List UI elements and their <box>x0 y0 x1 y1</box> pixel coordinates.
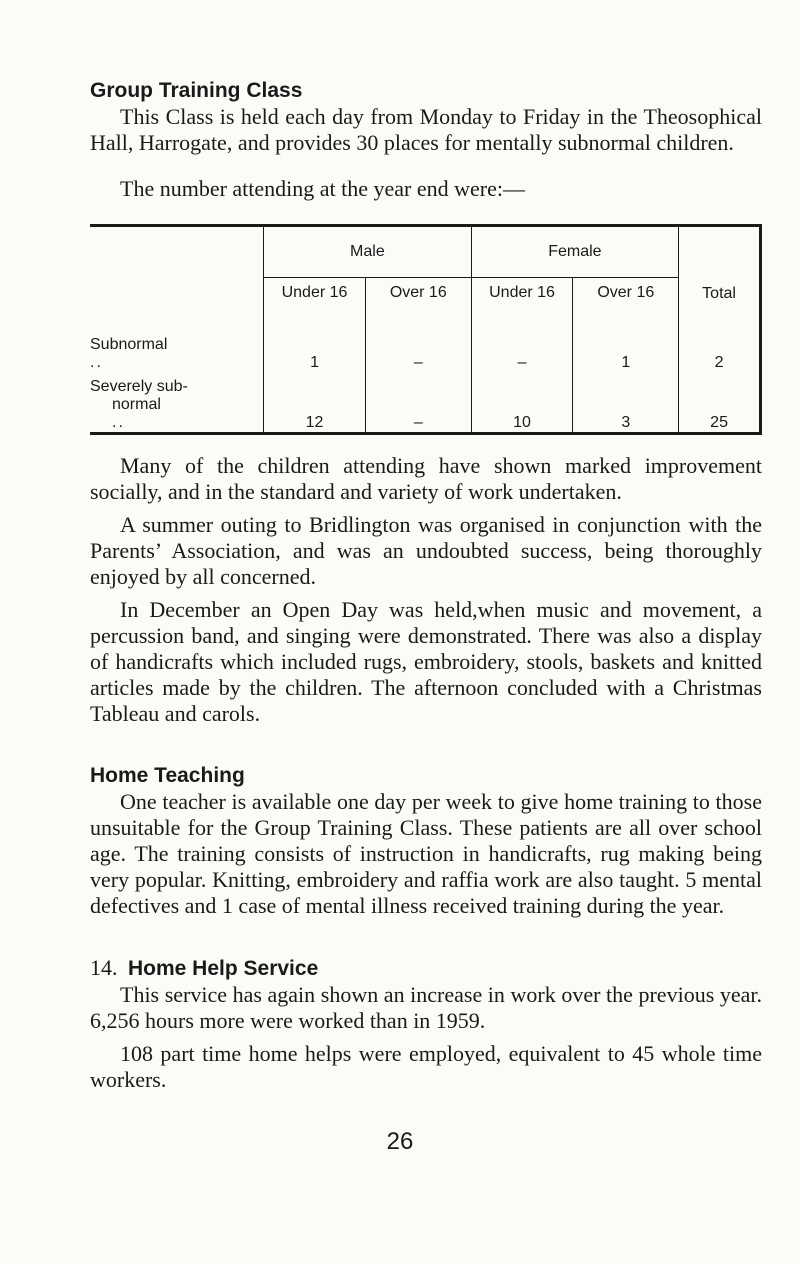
home-teaching-paragraph: One teacher is available one day per week to give home training to those unsuitable for the Group Training Class. These patients are all over school age. The training consists of instruction in handicrafts, rug making being very popular. Knitting, embroidery and raffia work are also taught. 5 mental defectives and 1 case of mental illness received training during the year. <box>90 789 762 918</box>
cell-female-under-16: 10 <box>471 372 573 434</box>
page-content <box>90 78 762 1093</box>
summer-outing-paragraph: A summer outing to Bridlington was organised in conjunction with the Parents’ Association, and was an undoubted success, being thoroughly enjoyed by all concerned. <box>90 512 762 589</box>
open-day-paragraph: In December an Open Day was held,when music and movement, a percussion band, and singing were demonstrated. There was also a display of handicrafts which included rugs, embroidery, stools, baskets and knitted articles made by the children. The afternoon concluded with a Christmas Tableau and carols. <box>90 597 762 726</box>
home-help-workers-paragraph: 108 part time home helps were employed, equivalent to 45 whole time workers. <box>90 1041 762 1092</box>
cell-total: 2 <box>679 308 761 372</box>
row-label: Severely sub- normal .. <box>90 372 264 434</box>
row-label: Subnormal .. <box>90 308 264 372</box>
home-help-title <box>90 955 762 982</box>
cell-male-under-16: 12 <box>264 372 366 434</box>
cell-total: 25 <box>679 372 761 434</box>
female-group-header: Female <box>471 226 679 278</box>
table-row <box>90 372 761 434</box>
page-number: 26 <box>386 1128 414 1155</box>
section-number: 14. <box>90 955 118 980</box>
group-training-paragraph: This Class is held each day from Monday to Friday in the Theosophical Hall, Harrogate, and provides 30 places for mentally subnormal children. <box>90 104 762 155</box>
male-under-16-header: Under 16 <box>264 278 366 309</box>
cell-female-over-16: 3 <box>573 372 679 434</box>
home-teaching-heading: Home Teaching <box>90 764 245 787</box>
group-training-heading: Group Training Class <box>90 79 303 102</box>
attendance-table <box>90 224 762 435</box>
home-help-heading: Home Help Service <box>128 957 319 980</box>
table-header-row <box>90 226 761 278</box>
male-over-16-header: Over 16 <box>365 278 471 309</box>
female-under-16-header: Under 16 <box>471 278 573 309</box>
table-row <box>90 308 761 372</box>
cell-female-under-16: – <box>471 308 573 372</box>
improvement-paragraph: Many of the children attending have shown marked improvement socially, and in the standard and variety of work undertaken. <box>90 453 762 504</box>
row-label-header <box>90 226 264 309</box>
total-header: Total <box>679 226 761 309</box>
cell-male-under-16: 1 <box>264 308 366 372</box>
male-group-header: Male <box>264 226 472 278</box>
cell-male-over-16: – <box>365 308 471 372</box>
cell-female-over-16: 1 <box>573 308 679 372</box>
cell-male-over-16: – <box>365 372 471 434</box>
attendance-intro: The number attending at the year end were:— <box>120 176 526 201</box>
female-over-16-header: Over 16 <box>573 278 679 309</box>
home-help-paragraph: This service has again shown an increase in work over the previous year. 6,256 hours more were worked than in 1959. <box>90 982 762 1033</box>
